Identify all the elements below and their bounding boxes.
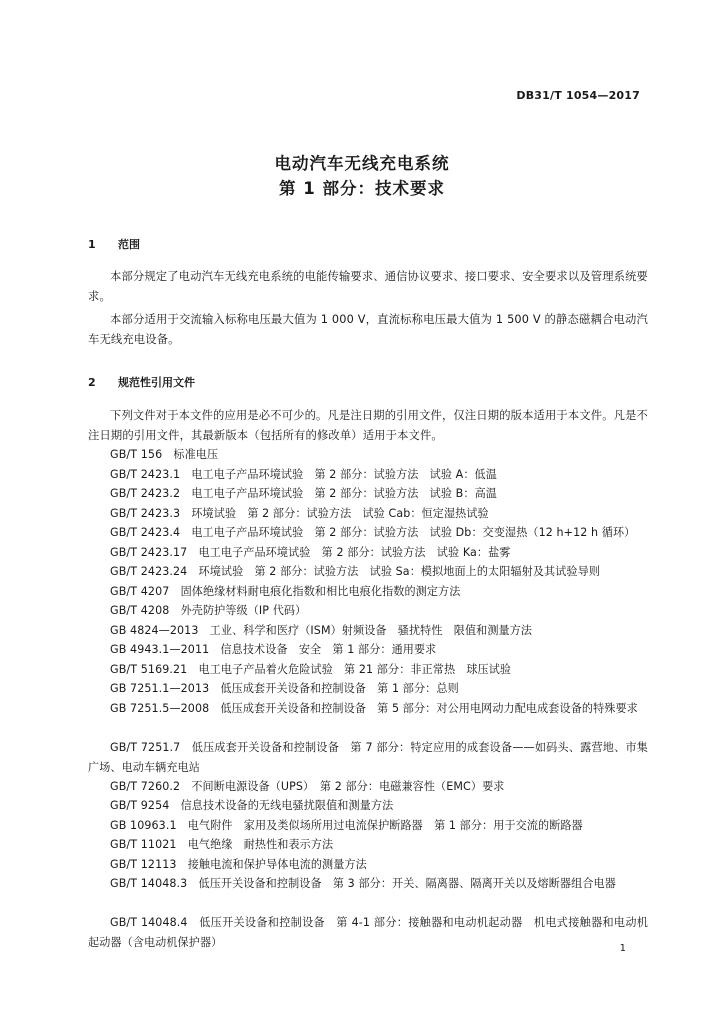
references-intro: 下列文件对于本文件的应用是必不可少的。凡是注日期的引用文件，仅注日期的版本适用于本文件。凡是不注日期的引用文件，其最新版本（包括所有的修改单）适用于本文件。 (88, 409, 649, 442)
reference-item: GB/T 7251.7 低压成套开关设备和控制设备 第 7 部分：特定应用的成套设备——如码头、露营地、市集广场、电动车辆充电站 (88, 741, 648, 774)
section-title: 规范性引用文件 (118, 376, 195, 389)
section-heading-references (88, 374, 195, 390)
reference-item: GB/T 2423.2 电工电子产品环境试验 第 2 部分：试验方法 试验 B：高温 (110, 487, 497, 500)
section-heading-scope (88, 236, 140, 252)
section-number: 2 (88, 376, 96, 389)
reference-item: GB/T 2423.4 电工电子产品环境试验 第 2 部分：试验方法 试验 Db：交变湿热（12 h+12 h 循环） (110, 526, 636, 539)
reference-item: GB/T 4208 外壳防护等级（IP 代码） (110, 604, 307, 617)
reference-item: GB/T 2423.1 电工电子产品环境试验 第 2 部分：试验方法 试验 A：低温 (110, 468, 497, 481)
scope-paragraph-2: 本部分适用于交流输入标称电压最大值为 1 000 V，直流标称电压最大值为 1 500 V 的静态磁耦合电动汽车无线充电设备。 (88, 313, 648, 346)
reference-item: GB/T 2423.24 环境试验 第 2 部分：试验方法 试验 Sa：模拟地面上的太阳辐射及其试验导则 (110, 565, 600, 578)
reference-item: GB/T 11021 电气绝缘 耐热性和表示方法 (110, 838, 334, 851)
reference-item: GB/T 4207 固体绝缘材料耐电痕化指数和相比电痕化指数的测定方法 (110, 585, 461, 598)
reference-item: GB/T 9254 信息技术设备的无线电骚扰限值和测量方法 (110, 799, 394, 812)
reference-item: GB/T 14048.4 低压开关设备和控制设备 第 4-1 部分：接触器和电动机起动器 机电式接触器和电动机起动器（含电动机保护器） (88, 916, 648, 949)
reference-item: GB/T 5169.21 电工电子产品着火危险试验 第 21 部分：非正常热 球压试验 (110, 663, 512, 676)
reference-item: GB 4824—2013 工业、科学和医疗（ISM）射频设备 骚扰特性 限值和测量方法 (110, 624, 533, 637)
reference-item: GB/T 2423.17 电工电子产品环境试验 第 2 部分：试验方法 试验 Ka：盐雾 (110, 546, 511, 559)
reference-item: GB/T 14048.3 低压开关设备和控制设备 第 3 部分：开关、隔离器、隔离开关以及熔断器组合电器 (110, 877, 616, 890)
reference-item: GB 4943.1—2011 信息技术设备 安全 第 1 部分：通用要求 (110, 643, 437, 656)
reference-item: GB/T 156 标准电压 (110, 448, 219, 461)
scope-paragraph-1: 本部分规定了电动汽车无线充电系统的电能传输要求、通信协议要求、接口要求、安全要求以及管理系统要求。 (88, 270, 649, 303)
section-number: 1 (88, 238, 96, 251)
section-title: 范围 (118, 238, 140, 251)
reference-item: GB/T 7260.2 不间断电源设备（UPS） 第 2 部分：电磁兼容性（EMC）要求 (110, 780, 505, 793)
reference-item: GB/T 2423.3 环境试验 第 2 部分：试验方法 试验 Cab：恒定湿热试验 (110, 507, 489, 520)
reference-item: GB 10963.1 电气附件 家用及类似场所用过电流保护断路器 第 1 部分：用于交流的断路器 (110, 819, 583, 832)
reference-item: GB/T 12113 接触电流和保护导体电流的测量方法 (110, 858, 367, 871)
reference-item: GB 7251.5—2008 低压成套开关设备和控制设备 第 5 部分：对公用电网动力配电成套设备的特殊要求 (110, 702, 638, 715)
reference-item: GB 7251.1—2013 低压成套开关设备和控制设备 第 1 部分：总则 (110, 682, 459, 695)
document-title: 电动汽车无线充电系统 (274, 154, 450, 173)
page-number: 1 (619, 943, 626, 954)
document-subtitle: 第 1 部分：技术要求 (279, 179, 445, 198)
standard-code: DB31/T 1054—2017 (516, 89, 640, 102)
